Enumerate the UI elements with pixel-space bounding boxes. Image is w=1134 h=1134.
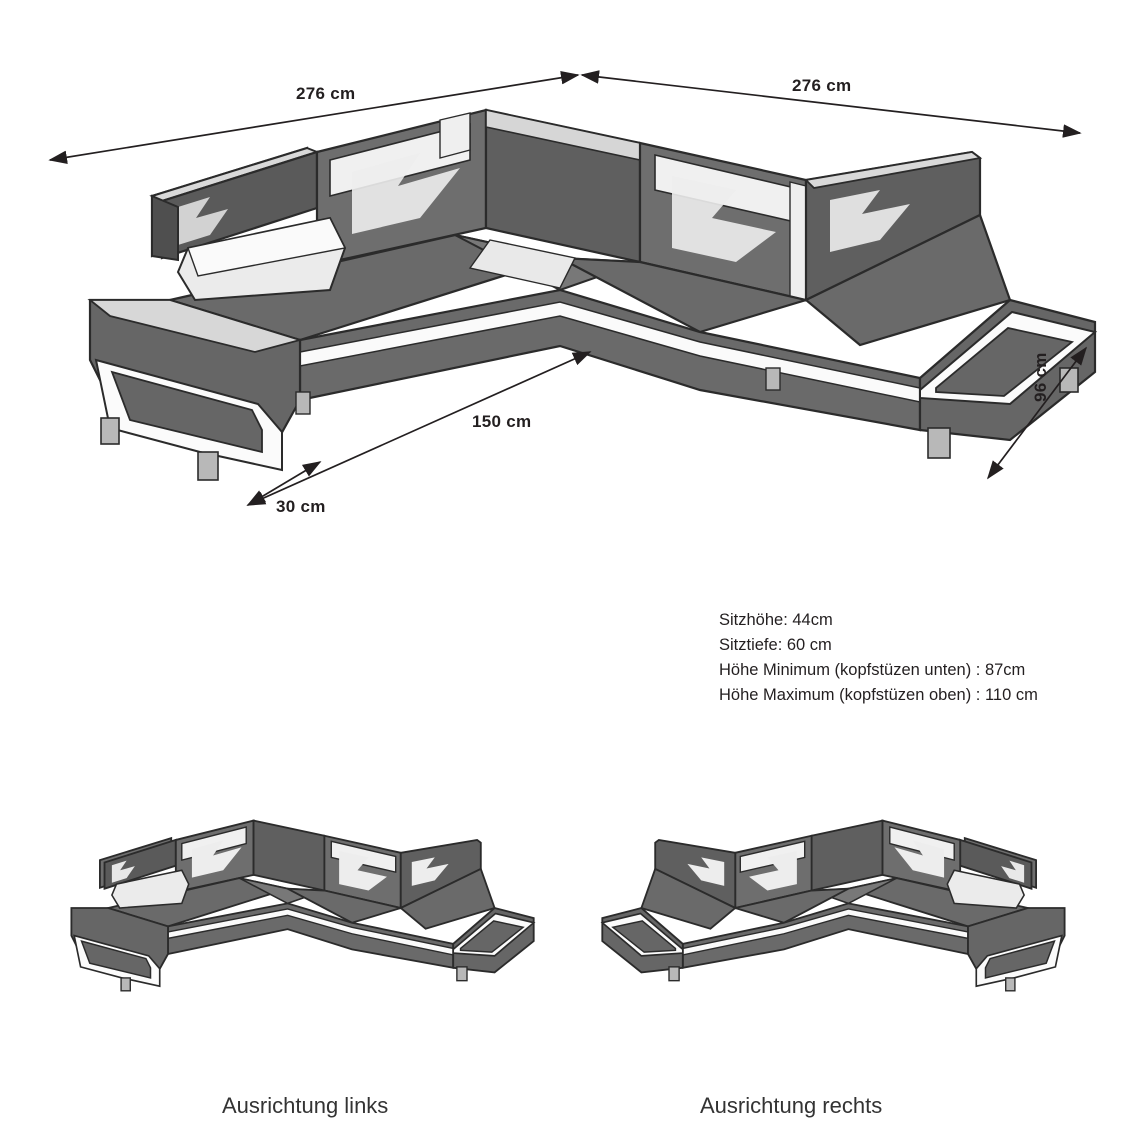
spec-height-max: Höhe Maximum (kopfstüzen oben) : 110 cm	[719, 686, 1038, 704]
specification-list	[719, 608, 1038, 708]
spec-height-min: Höhe Minimum (kopfstüzen unten) : 87cm	[719, 661, 1026, 679]
variant-caption-left: Ausrichtung links	[222, 1093, 389, 1118]
variant-left-illustration	[71, 821, 533, 991]
backrest-corner	[486, 110, 640, 262]
dimension-label-top-left: 276 cm	[296, 84, 356, 103]
dimension-label-front-left: 30 cm	[276, 497, 326, 516]
main-sofa-illustration	[90, 110, 1095, 480]
variant-right-illustration	[602, 821, 1064, 991]
variant-caption-right: Ausrichtung rechts	[700, 1093, 883, 1118]
spec-seat-height: Sitzhöhe: 44cm	[719, 611, 833, 629]
dimension-label-middle: 150 cm	[472, 412, 532, 431]
right-chaise-block	[920, 300, 1095, 458]
dimension-label-top-right: 276 cm	[792, 76, 852, 95]
armrest-left	[152, 196, 178, 260]
spec-seat-depth: Sitztiefe: 60 cm	[719, 636, 832, 654]
dimension-label-right-depth: 96 cm	[1031, 352, 1050, 402]
